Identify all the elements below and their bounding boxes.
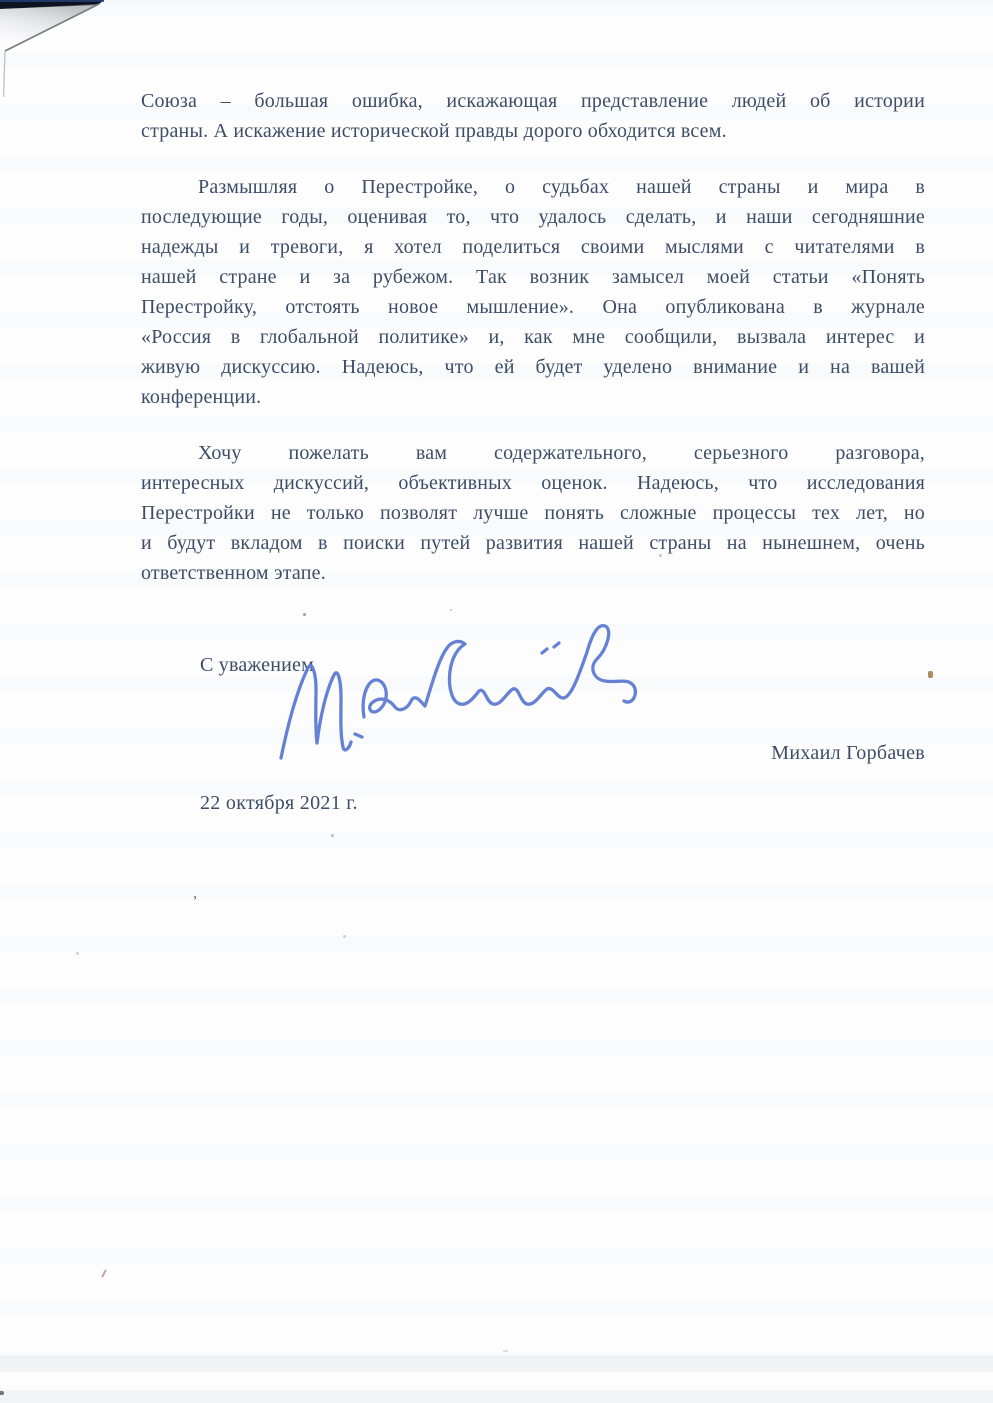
- text-line: «Россия в глобальной политике» и, как мне сообщили, вызвала интерес и: [141, 326, 925, 348]
- text-line: конференции.: [141, 386, 262, 408]
- letter-date: 22 октября 2021 г.: [200, 792, 358, 814]
- text-line: Хочу пожелать вам содержательного, серьезного разговора,: [198, 442, 925, 464]
- paragraph: [141, 438, 925, 588]
- signature-surname-stroke: [363, 626, 635, 717]
- scan-speck: [503, 1350, 508, 1352]
- letter-paragraphs: [141, 86, 925, 614]
- text-line: страны. А искажение исторической правды дорого обходится всем.: [141, 120, 727, 142]
- text-line: Перестройки не только позволят лучше понять сложные процессы тех лет, но: [141, 502, 925, 524]
- scan-band-artifact: [0, 1355, 993, 1372]
- scan-speck: [659, 554, 662, 557]
- scan-band-artifact: [0, 1390, 993, 1403]
- text-line: ответственном этапе.: [141, 562, 326, 584]
- text-line: живую дискуссию. Надеюсь, что ей будет уделено внимание и на вашей: [141, 356, 925, 378]
- text-line: последующие годы, оценивая то, что удалось сделать, и наши сегодняшние: [141, 206, 925, 228]
- text-line: Союза – большая ошибка, искажающая представление людей об истории: [141, 90, 925, 112]
- signoff-text: С уважением: [200, 654, 314, 676]
- scan-speck: [343, 935, 346, 938]
- text-line: надежды и тревоги, я хотел поделиться своими мыслями с читателями в: [141, 236, 925, 258]
- text-line: Перестройку, отстоять новое мышление». Она опубликована в журнале: [141, 296, 925, 318]
- paragraph: [141, 86, 925, 146]
- ink-dot: [303, 613, 306, 616]
- text-line: Размышляя о Перестройке, о судьбах нашей страны и мира в: [198, 176, 925, 198]
- fold-vertical-line: [4, 51, 6, 97]
- scan-corner-artifact: [0, 0, 115, 100]
- paper-speck: [928, 671, 933, 678]
- scan-speck: [331, 834, 334, 837]
- text-line: нашей стране и за рубежом. Так возник замысел моей статьи «Понять: [141, 266, 925, 288]
- ink-dot: [450, 609, 452, 611]
- signature-dash: [355, 734, 362, 737]
- paragraph: [141, 172, 925, 412]
- fold-blue-line: [0, 0, 104, 2]
- signature-diacritic-1: [542, 649, 547, 653]
- scan-speck: [76, 952, 79, 955]
- signature-diacritic-2: [554, 643, 559, 647]
- scan-speck: [101, 1269, 107, 1278]
- signature-name: Михаил Горбачев: [771, 742, 925, 764]
- text-line: интересных дискуссий, объективных оценок. Надеюсь, что исследования: [141, 472, 925, 494]
- ink-tick-mark: ,: [192, 886, 198, 902]
- text-line: и будут вкладом в поиски путей развития нашей страны на нынешнем, очень: [141, 532, 925, 554]
